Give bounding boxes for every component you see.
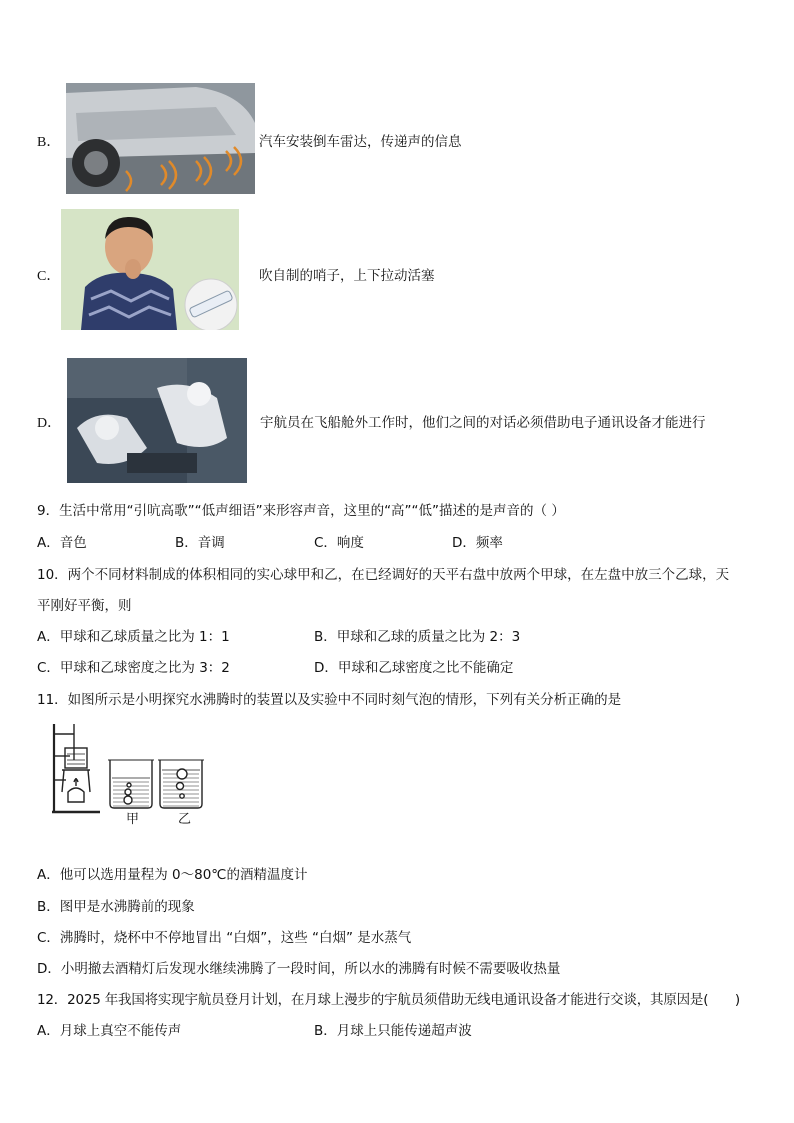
q10-option-d: D．甲球和乙球密度之比不能确定	[314, 660, 514, 676]
option-b-text: 汽车安装倒车雷达，传递声的信息	[259, 134, 462, 150]
option-c-letter: C．	[37, 269, 61, 284]
question-12-stem: 12．2025 年我国将实现宇航员登月计划，在月球上漫步的宇航员须借助无线电通讯设备才能进行交谈，其原因是( )	[37, 992, 740, 1008]
question-10-stem-line2: 平刚好平衡，则	[37, 598, 132, 614]
q10-option-a: A．甲球和乙球质量之比为 1：1	[37, 629, 230, 645]
q9-option-b: B．音调	[175, 535, 225, 551]
q10-option-c: C．甲球和乙球密度之比为 3：2	[37, 660, 230, 676]
astronauts-spacewalk-photo	[67, 358, 247, 483]
option-b-letter: B．	[37, 135, 61, 150]
q9-option-d: D．频率	[452, 535, 503, 551]
q9-option-c: C．响度	[314, 535, 364, 551]
option-d-text: 宇航员在飞船舱外工作时，他们之间的对话必须借助电子通讯设备才能进行	[260, 415, 706, 431]
q11-option-a: A．他可以选用量程为 0～80℃的酒精温度计	[37, 867, 308, 883]
q11-option-b: B．图甲是水沸腾前的现象	[37, 899, 195, 915]
q12-option-a: A．月球上真空不能传声	[37, 1023, 182, 1039]
boy-blowing-whistle-photo	[61, 209, 239, 330]
option-c-text: 吹自制的哨子，上下拉动活塞	[259, 268, 435, 284]
q9-option-a: A．音色	[37, 535, 87, 551]
question-11-stem: 11．如图所示是小明探究水沸腾时的装置以及实验中不同时刻气泡的情形，下列有关分析正确的是	[37, 692, 622, 708]
q10-option-b: B．甲球和乙球的质量之比为 2：3	[314, 629, 521, 645]
option-d-letter: D．	[37, 416, 62, 431]
q11-option-d: D．小明撤去酒精灯后发现水继续沸腾了一段时间，所以水的沸腾有时候不需要吸收热量	[37, 961, 561, 977]
figure-label-yi: 乙	[178, 812, 192, 827]
q12-option-b: B．月球上只能传递超声波	[314, 1023, 472, 1039]
question-9-stem: 9．生活中常用“引吭高歌”“低声细语”来形容声音，这里的“高”“低”描述的是声音的（ ）	[37, 503, 565, 519]
figure-label-jia: 甲	[126, 812, 140, 827]
question-10-stem-line1: 10．两个不同材料制成的体积相同的实心球甲和乙，在已经调好的天平右盘中放两个甲球，在左盘中放三个乙球，天	[37, 567, 730, 583]
q11-option-c: C．沸腾时，烧杯中不停地冒出 “白烟”，这些 “白烟” 是水蒸气	[37, 930, 412, 946]
car-reversing-radar-photo	[66, 83, 255, 194]
